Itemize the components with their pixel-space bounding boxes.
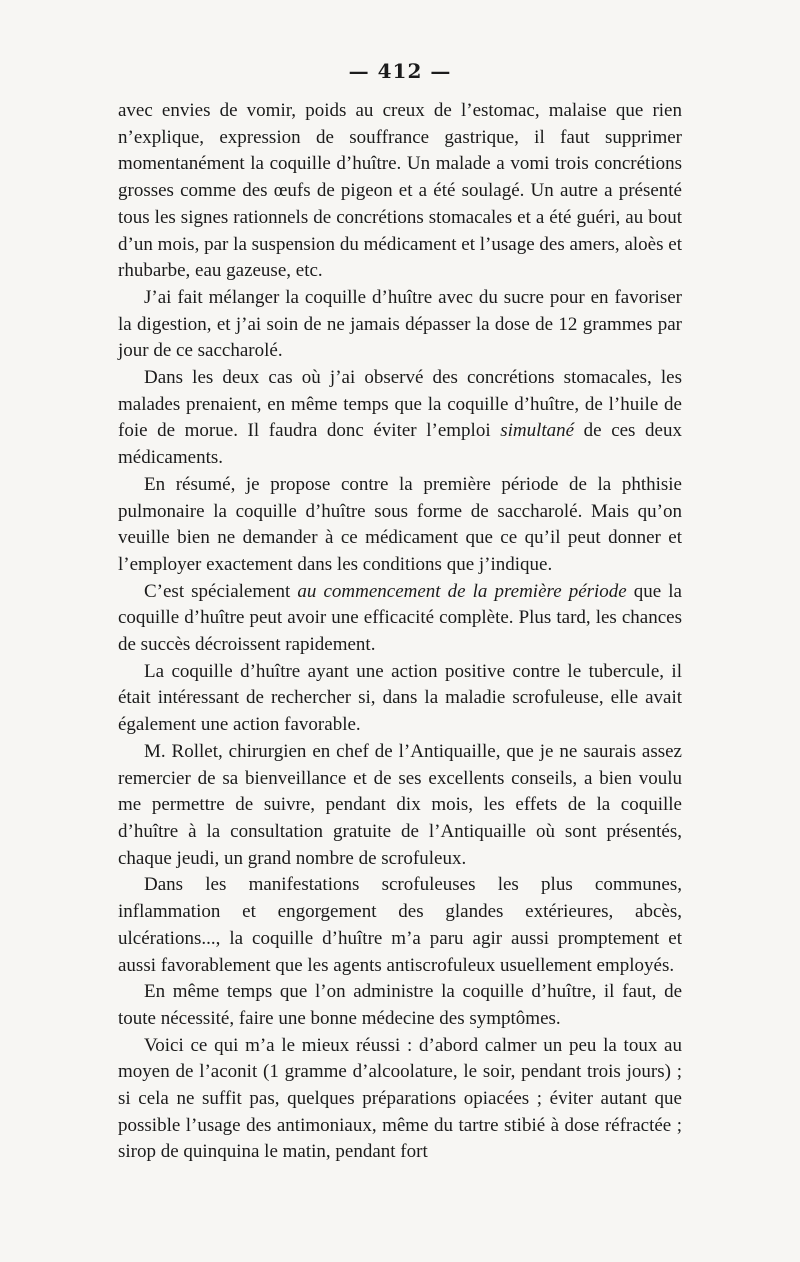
text-run: C’est spécialement xyxy=(144,580,298,602)
text-run: Dans les deux cas où j’ai observé des concrétions stomacales, les malades prenaient, en même temps que la coquille d’huître, de l’huile de foie de morue. Il faudra donc éviter l’emploi xyxy=(118,367,682,442)
book-page xyxy=(118,58,682,1166)
paragraph xyxy=(118,659,682,739)
paragraph xyxy=(118,979,682,1032)
paragraph xyxy=(118,285,682,365)
paragraph xyxy=(118,739,682,873)
italic-phrase: au commencement de la première période xyxy=(297,580,627,602)
text-run: En même temps que l’on administre la coquille d’huître, il faut, de toute nécessité, faire une bonne médecine des symptômes. xyxy=(118,981,682,1029)
paragraph xyxy=(118,98,682,285)
text-run: de ces deux médicaments. xyxy=(118,420,682,469)
text-run: avec envies de vomir, poids au creux de l’estomac, malaise que rien n’explique, expression de souffrance gastrique, il faut supprimer momentanément la coquille d’huître. Un malade a vomi trois concrétions grosses comme des œufs de pigeon et a été soulagé. Un autre a présenté tous les signes rationnels de concrétions stomacales et a été guéri, au bout d’un mois, par la suspension du médicament et l’usage des amers, aloès et rhubarbe, eau gazeuse, etc. xyxy=(118,100,682,282)
text-run: J’ai fait mélanger la coquille d’huître avec du sucre pour en favoriser la digestion, et j’ai soin de ne jamais dépasser la dose de 12 grammes par jour de ce saccharolé. xyxy=(118,286,682,362)
page-number: — 412 — xyxy=(348,59,452,83)
page-body xyxy=(118,98,682,1166)
italic-phrase: simultané xyxy=(500,420,575,442)
text-run: que la coquille d’huître peut avoir une efficacité complète. Plus tard, les chances de succès décroissent rapidement. xyxy=(118,580,682,656)
paragraph xyxy=(118,579,682,659)
paragraph xyxy=(118,1033,682,1167)
paragraph xyxy=(118,872,682,979)
paragraph xyxy=(118,472,682,579)
text-run: La coquille d’huître ayant une action positive contre le tubercule, il était intéressant de rechercher si, dans la maladie scrofuleuse, elle avait également une action favorable. xyxy=(118,660,682,736)
paragraph xyxy=(118,365,682,472)
text-run: En résumé, je propose contre la première période de la phthisie pulmonaire la coquille d’huître sous forme de saccharolé. Mais qu’on veuille bien ne demander à ce médicament que ce qu’il peut donner et l’employer exactement dans les conditions que j’indique. xyxy=(118,473,682,575)
text-run: Voici ce qui m’a le mieux réussi : d’abord calmer un peu la toux au moyen de l’aconit (1 gramme d’alcoolature, le soir, pendant trois jours) ; si cela ne suffit pas, quelques préparations opiacées ; éviter autant que possible l’usage des antimoniaux, même du tartre stibié à dose réfractée ; sirop de quinquina le matin, pendant fort xyxy=(118,1034,682,1163)
text-run: M. Rollet, chirurgien en chef de l’Antiquaille, que je ne saurais assez remercier de sa bienveillance et de ses excellents conseils, a bien voulu me permettre de suivre, pendant dix mois, les effets de la coquille d’huître à la consultation gratuite de l’Antiquaille où sont présentés, chaque jeudi, un grand nombre de scrofuleux. xyxy=(118,740,682,869)
text-run: Dans les manifestations scrofuleuses les plus communes, inflammation et engorgement des glandes extérieures, abcès, ulcérations..., la coquille d’huître m’a paru agir aussi promptement et aussi favorablement que les agents antiscrofuleux usuellement employés. xyxy=(118,874,682,976)
